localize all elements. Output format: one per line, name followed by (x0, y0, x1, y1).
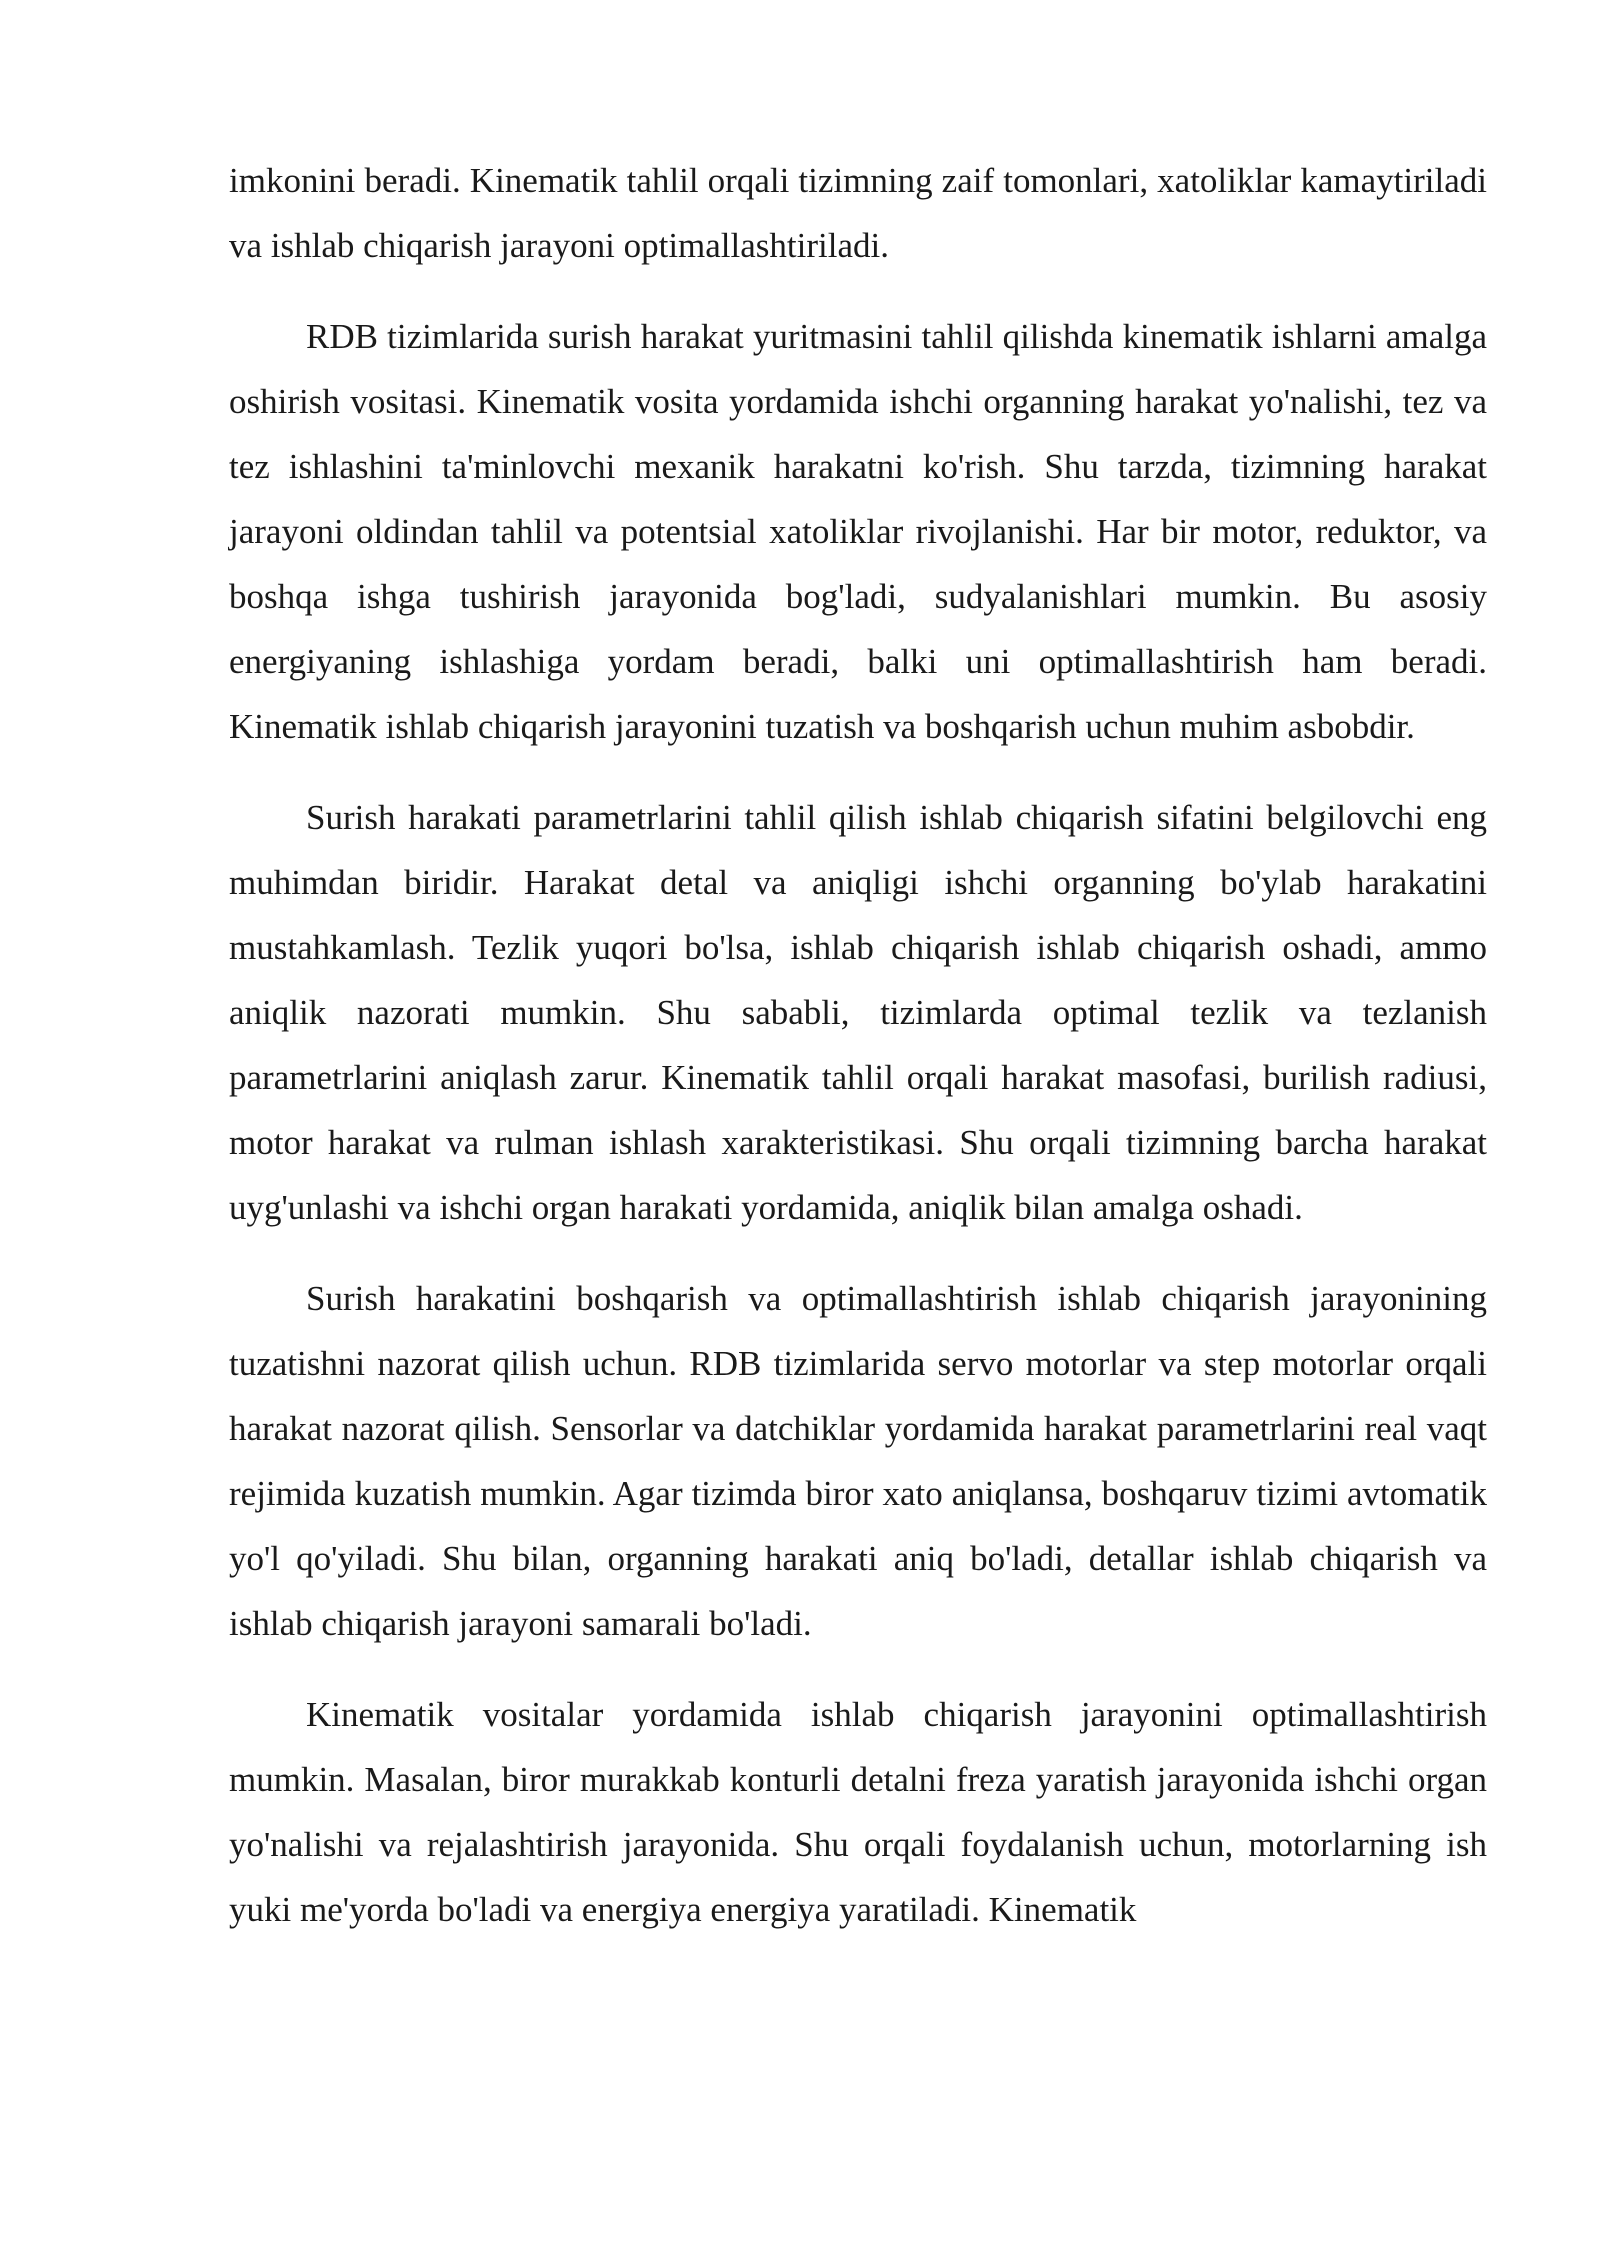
paragraph-motion-parameters: Surish harakati parametrlarini tahlil qilish ishlab chiqarish sifatini belgilovchi eng muhimdan biridir. Harakat detal va aniqligi ishchi organning bo'ylab harakatini mustahkamlash. Tezlik yuqori bo'lsa, ishlab chiqarish ishlab chiqarish oshadi, ammo aniqlik nazorati mumkin. Shu sababli, tizimlarda optimal tezlik va tezlanish parametrlarini aniqlash zarur. Kinematik tahlil orqali harakat masofasi, burilish radiusi, motor harakat va rulman ishlash xarakteristikasi. Shu orqali tizimning barcha harakat uyg'unlashi va ishchi organ harakati yordamida, aniqlik bilan amalga oshadi. (229, 798, 1487, 1227)
paragraph-motion-control: Surish harakatini boshqarish va optimallashtirish ishlab chiqarish jarayonining tuzatishni nazorat qilish uchun. RDB tizimlarida servo motorlar va step motorlar orqali harakat nazorat qilish. Sensorlar va datchiklar yordamida harakat parametrlarini real vaqt rejimida kuzatish mumkin. Agar tizimda biror xato aniqlansa, boshqaruv tizimi avtomatik yo'l qo'yiladi. Shu bilan, organning harakati aniq bo'ladi, detallar ishlab chiqarish va ishlab chiqarish jarayoni samarali bo'ladi. (229, 1279, 1487, 1643)
document-body (229, 148, 1487, 1968)
paragraph-optimization: Kinematik vositalar yordamida ishlab chiqarish jarayonini optimallashtirish mumkin. Masalan, biror murakkab konturli detalni freza yaratish jarayonida ishchi organ yo'nalishi va rejalashtirish jarayonida. Shu orqali foydalanish uchun, motorlarning ish yuki me'yorda bo'ladi va energiya energiya yaratiladi. Kinematik (229, 1695, 1487, 1929)
paragraph-kinematic-tools: RDB tizimlarida surish harakat yuritmasini tahlil qilishda kinematik ishlarni amalga oshirish vositasi. Kinematik vosita yordamida ishchi organning harakat yo'nalishi, tez va tez ishlashini ta'minlovchi mexanik harakatni ko'rish. Shu tarzda, tizimning harakat jarayoni oldindan tahlil va potentsial xatoliklar rivojlanishi. Har bir motor, reduktor, va boshqa ishga tushirish jarayonida bog'ladi, sudyalanishlari mumkin. Bu asosiy energiyaning ishlashiga yordam beradi, balki uni optimallashtirish ham beradi. Kinematik ishlab chiqarish jarayonini tuzatish va boshqarish uchun muhim asbobdir. (229, 317, 1487, 746)
paragraph-continuation: imkonini beradi. Kinematik tahlil orqali tizimning zaif tomonlari, xatoliklar kamaytiriladi va ishlab chiqarish jarayoni optimallashtiriladi. (229, 161, 1487, 265)
